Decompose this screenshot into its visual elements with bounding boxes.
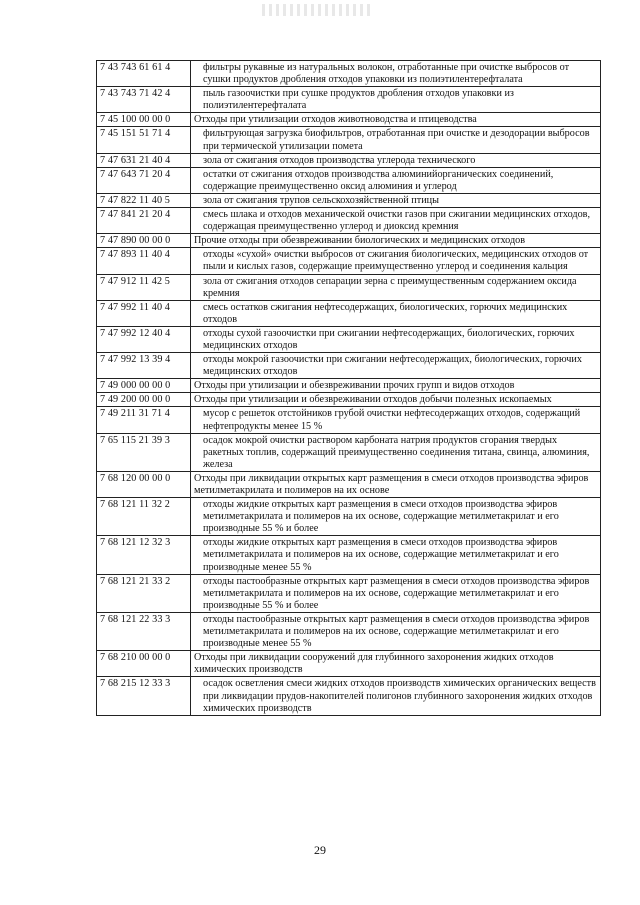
- group-description: Прочие отходы при обезвреживании биологических и медицинских отходов: [191, 234, 601, 248]
- group-description: Отходы при утилизации отходов животноводства и птицеводства: [191, 113, 601, 127]
- waste-description: осадок осветления смеси жидких отходов производств химических органических веществ при ликвидации прудов-накопителей полигонов глубинного захоронения жидких отходов химических производств: [191, 677, 601, 715]
- waste-code: 7 68 120 00 00 0: [97, 471, 191, 497]
- table-row: [97, 433, 601, 471]
- table-row: [97, 61, 601, 87]
- table-row: [97, 393, 601, 407]
- table-row: [97, 153, 601, 167]
- waste-code: 7 47 893 11 40 4: [97, 248, 191, 274]
- table-row: [97, 193, 601, 207]
- waste-code: 7 68 121 12 32 3: [97, 536, 191, 574]
- waste-code: 7 49 000 00 00 0: [97, 379, 191, 393]
- page-number: 29: [314, 843, 326, 857]
- waste-code: 7 68 121 11 32 2: [97, 498, 191, 536]
- table-row: [97, 407, 601, 433]
- waste-description: зола от сжигания отходов производства углерода технического: [191, 153, 601, 167]
- waste-description: осадок мокрой очистки раствором карбоната натрия продуктов сгорания твердых ракетных топлив, содержащий преимущественно соединения титана, свинца, алюминия, железа: [191, 433, 601, 471]
- waste-classification-table: [96, 60, 601, 716]
- group-description: Отходы при утилизации и обезвреживании прочих групп и видов отходов: [191, 379, 601, 393]
- table-row: [97, 248, 601, 274]
- table-row: [97, 471, 601, 497]
- table-row: [97, 498, 601, 536]
- waste-code: 7 47 841 21 20 4: [97, 208, 191, 234]
- waste-code: 7 45 100 00 00 0: [97, 113, 191, 127]
- waste-code: 7 68 215 12 33 3: [97, 677, 191, 715]
- waste-description: отходы пастообразные открытых карт размещения в смеси отходов производства эфиров метилметакрилата и полимеров на их основе, содержащие метилметакрилат и его производные 55 % и более: [191, 574, 601, 612]
- waste-description: отходы мокрой газоочистки при сжигании нефтесодержащих, биологических, горючих медицинских отходов: [191, 353, 601, 379]
- table-row: [97, 87, 601, 113]
- waste-code: 7 45 151 51 71 4: [97, 127, 191, 153]
- waste-description: мусор с решеток отстойников грубой очистки нефтесодержащих отходов, содержащий нефтепродукты менее 15 %: [191, 407, 601, 433]
- table-row: [97, 127, 601, 153]
- waste-description: фильтрующая загрузка биофильтров, отработанная при очистке и дезодорации выбросов при термической утилизации помета: [191, 127, 601, 153]
- waste-description: фильтры рукавные из натуральных волокон, отработанные при очистке выбросов от сушки продуктов дробления отходов упаковки из полиэтилентерефталата: [191, 61, 601, 87]
- waste-description: отходы жидкие открытых карт размещения в смеси отходов производства эфиров метилметакрилата и полимеров на их основе, содержащие метилметакрилат и его производные менее 55 %: [191, 536, 601, 574]
- waste-description: отходы «сухой» очистки выбросов от сжигания биологических, медицинских отходов от пыли и кислых газов, содержащие преимущественно углерод и соединения кальция: [191, 248, 601, 274]
- waste-code: 7 43 743 71 42 4: [97, 87, 191, 113]
- table-row: [97, 651, 601, 677]
- waste-description: отходы пастообразные открытых карт размещения в смеси отходов производства эфиров метилметакрилата и полимеров на их основе, содержащие метилметакрилат и его производные менее 55 %: [191, 612, 601, 650]
- table-row: [97, 234, 601, 248]
- waste-description: пыль газоочистки при сушке продуктов дробления отходов упаковки из полиэтилентерефталата: [191, 87, 601, 113]
- table-body: [97, 61, 601, 716]
- waste-code: 7 47 992 13 39 4: [97, 353, 191, 379]
- table-row: [97, 167, 601, 193]
- waste-code: 7 47 992 12 40 4: [97, 326, 191, 352]
- group-description: Отходы при утилизации и обезвреживании отходов добычи полезных ископаемых: [191, 393, 601, 407]
- waste-code: 7 49 211 31 71 4: [97, 407, 191, 433]
- table-row: [97, 274, 601, 300]
- group-description: Отходы при ликвидации сооружений для глубинного захоронения жидких отходов химических производств: [191, 651, 601, 677]
- table-row: [97, 379, 601, 393]
- table-row: [97, 326, 601, 352]
- waste-description: отходы сухой газоочистки при сжигании нефтесодержащих, биологических, горючих медицинских отходов: [191, 326, 601, 352]
- waste-description: смесь шлака и отходов механической очистки газов при сжигании медицинских отходов, содержащая преимущественно углерод и диоксид кремния: [191, 208, 601, 234]
- waste-code: 7 47 631 21 40 4: [97, 153, 191, 167]
- waste-description: зола от сжигания отходов сепарации зерна с преимущественным содержанием оксида кремния: [191, 274, 601, 300]
- table-row: [97, 677, 601, 715]
- waste-code: 7 47 912 11 42 5: [97, 274, 191, 300]
- waste-code: 7 47 643 71 20 4: [97, 167, 191, 193]
- table-row: [97, 353, 601, 379]
- table-row: [97, 208, 601, 234]
- waste-code: 7 47 822 11 40 5: [97, 193, 191, 207]
- waste-code: 7 47 992 11 40 4: [97, 300, 191, 326]
- waste-description: зола от сжигания трупов сельскохозяйственной птицы: [191, 193, 601, 207]
- scan-artifact: [262, 4, 372, 16]
- table-row: [97, 536, 601, 574]
- waste-code: 7 49 200 00 00 0: [97, 393, 191, 407]
- table-row: [97, 113, 601, 127]
- waste-description: смесь остатков сжигания нефтесодержащих, биологических, горючих медицинских отходов: [191, 300, 601, 326]
- table-row: [97, 574, 601, 612]
- table-row: [97, 612, 601, 650]
- group-description: Отходы при ликвидации открытых карт размещения в смеси отходов производства эфиров метилметакрилата и полимеров на их основе: [191, 471, 601, 497]
- waste-code: 7 43 743 61 61 4: [97, 61, 191, 87]
- waste-code: 7 68 121 22 33 3: [97, 612, 191, 650]
- waste-code: 7 68 121 21 33 2: [97, 574, 191, 612]
- waste-code: 7 65 115 21 39 3: [97, 433, 191, 471]
- waste-description: отходы жидкие открытых карт размещения в смеси отходов производства эфиров метилметакрилата и полимеров на их основе, содержащие метилметакрилат и его производные 55 % и более: [191, 498, 601, 536]
- table-row: [97, 300, 601, 326]
- waste-description: остатки от сжигания отходов производства алюминийорганических соединений, содержащие преимущественно оксид алюминия и углерод: [191, 167, 601, 193]
- waste-code: 7 47 890 00 00 0: [97, 234, 191, 248]
- waste-code: 7 68 210 00 00 0: [97, 651, 191, 677]
